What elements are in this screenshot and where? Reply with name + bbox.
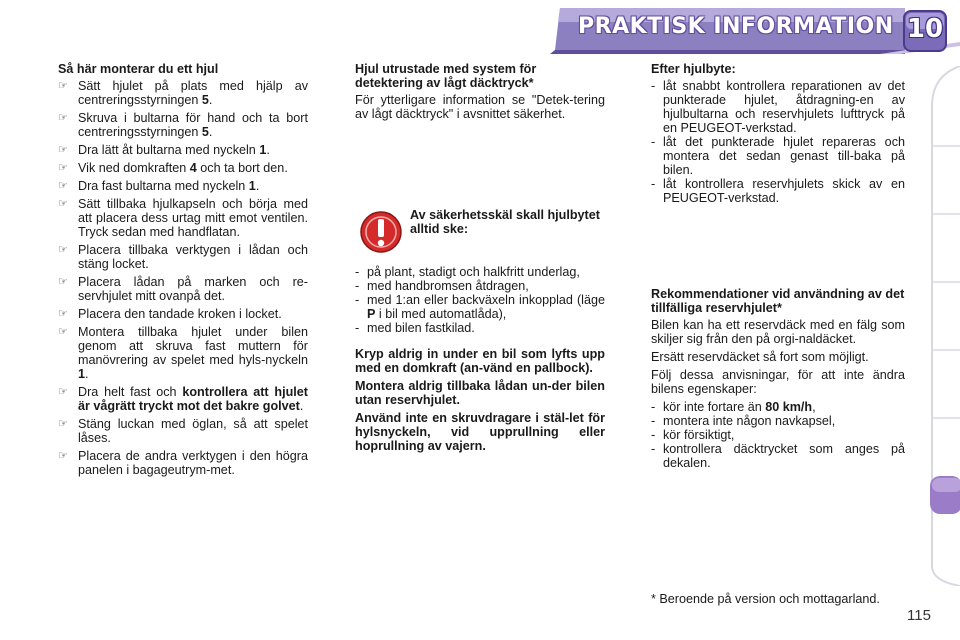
dash-marker: - [651, 135, 656, 149]
chapter-tabs[interactable] [926, 66, 960, 586]
safety-conditions-list [355, 265, 605, 335]
list-item [58, 417, 308, 445]
page-title: PRAKTISK INFORMATION [578, 14, 894, 39]
list-item [58, 179, 308, 193]
dash-marker: - [651, 414, 656, 428]
list-item [58, 79, 308, 107]
text: med handbromsen åtdragen, [367, 279, 529, 293]
text: låt snabbt kontrollera reparationen av det punkterade hjulet, åtdragning-en av hjulbultarna och reservhjulets lufttryck på en PEUGEOT-verkstad. [663, 79, 905, 135]
paragraph: Ersätt reservdäcket så fort som möjligt. [651, 350, 869, 364]
section-heading: Rekommendationer vid användning av det tillfälliga reservhjulet* [651, 287, 905, 315]
dash-marker: - [651, 400, 656, 414]
list-item [651, 428, 905, 442]
section-heading: Efter hjulbyte: [651, 62, 736, 76]
pointing-hand-icon: ☞ [58, 326, 68, 338]
list-item [651, 400, 905, 414]
list-item [58, 385, 308, 413]
list-item [58, 325, 308, 381]
text: låt det punkterade hjulet repareras och montera det sedan genast till-baka på bilen. [663, 135, 905, 177]
chapter-number: 10 [906, 14, 944, 44]
bold-text: kontrollera att hjulet är vågrätt tryckt mot det bakre golvet [78, 385, 308, 413]
dash-marker: - [355, 265, 360, 279]
list-item [58, 161, 308, 175]
warning-box [355, 208, 605, 258]
text: kontrollera däcktrycket som anges på dekalen. [663, 442, 905, 470]
text: Montera tillbaka hjulet under bilen genom att skruva fast muttern för manövrering av spelet med hyls-nyckeln [78, 325, 308, 367]
warning-paragraph: Använd inte en skruvdragare i stäl-let för hylsnyckeln, vid upprullning eller hoprullning av vajern. [355, 411, 605, 453]
text: Skruva i bultarna för hand och ta bort centreringsstyrningen [78, 111, 308, 139]
dash-marker: - [651, 177, 656, 191]
text: montera inte någon navkapsel, [663, 414, 836, 428]
bold-text: 1 [78, 367, 86, 381]
text: . [255, 179, 260, 193]
text: Dra helt fast och [78, 385, 183, 399]
dash-marker: - [651, 428, 656, 442]
footnote: * Beroende på version och mottagarland. [651, 592, 880, 606]
pointing-hand-icon: ☞ [58, 308, 68, 320]
page-number: 115 [907, 607, 931, 624]
list-item [58, 307, 308, 321]
text: i bil med automatlåda), [375, 307, 507, 321]
pointing-hand-icon: ☞ [58, 276, 68, 288]
dash-marker: - [355, 321, 360, 335]
paragraph: För ytterligare information se "Detek-tering av lågt däcktryck" i avsnittet säkerhet. [355, 93, 605, 121]
column-after-wheel-change [651, 62, 905, 205]
bold-text: 5 [201, 125, 209, 139]
list-item [58, 449, 308, 477]
text: med bilen fastkilad. [367, 321, 475, 335]
bold-text: 80 km/h [765, 400, 813, 414]
column-spare-wheel-recommendations [651, 287, 905, 470]
text: . [266, 143, 270, 157]
pointing-hand-icon: ☞ [58, 418, 68, 430]
text: Placera de andra verktygen i den högra panelen i bagageutrym-met. [78, 449, 308, 477]
pointing-hand-icon: ☞ [58, 450, 68, 462]
bold-text: 5 [201, 93, 209, 107]
pointing-hand-icon: ☞ [58, 144, 68, 156]
pointing-hand-icon: ☞ [58, 386, 68, 398]
list-item [58, 143, 308, 157]
list-item [651, 135, 905, 177]
column-wheel-mounting [58, 62, 308, 481]
column-pressure-detection [355, 62, 605, 125]
text: Vik ned domkraften [78, 161, 190, 175]
text: kör inte fortare än [663, 400, 766, 414]
safety-warnings [355, 347, 605, 453]
after-change-list [651, 79, 905, 205]
pointing-hand-icon: ☞ [58, 244, 68, 256]
text: Placera lådan på marken och re-servhjulet mitt ovanpå det. [78, 275, 308, 303]
dash-marker: - [651, 79, 656, 93]
bold-text: 1 [248, 179, 256, 193]
column-safety-rules [355, 265, 605, 457]
text: med 1:an eller backväxeln inkopplad (läge [367, 293, 605, 307]
bold-text: 1 [259, 143, 267, 157]
list-item [58, 275, 308, 303]
paragraph: Följ dessa anvisningar, för att inte ändra bilens egenskaper: [651, 368, 905, 396]
text: och ta bort den. [196, 161, 288, 175]
list-item [651, 414, 905, 428]
exclamation-warning-icon [359, 210, 403, 254]
warning-paragraph: Kryp aldrig in under en bil som lyfts upp med en domkraft (an-vänd en pallbock). [355, 347, 605, 375]
text: Placera den tandade kroken i locket. [78, 307, 282, 321]
mounting-steps-list [58, 79, 308, 477]
pointing-hand-icon: ☞ [58, 180, 68, 192]
text: . [85, 367, 89, 381]
list-item [355, 265, 605, 279]
text: på plant, stadigt och halkfritt underlag, [367, 265, 580, 279]
list-item [355, 279, 605, 293]
pointing-hand-icon: ☞ [58, 162, 68, 174]
text: Sätt hjulet på plats med hjälp av centreringsstyrningen [78, 79, 308, 107]
text: Stäng luckan med öglan, så att spelet låses. [78, 417, 308, 445]
list-item [651, 79, 905, 135]
text: , [812, 400, 816, 414]
bold-text: 4 [189, 161, 197, 175]
section-heading: Så här monterar du ett hjul [58, 62, 219, 76]
dash-marker: - [355, 293, 360, 307]
list-item [58, 197, 308, 239]
warning-paragraph: Montera aldrig tillbaka lådan un-der bilen utan reservhjulet. [355, 379, 605, 407]
text: låt kontrollera reservhjulets skick av en PEUGEOT-verkstad. [663, 177, 905, 205]
list-item [355, 293, 605, 321]
section-heading: Hjul utrustade med system för detektering av lågt däcktryck* [355, 62, 537, 90]
text: Dra fast bultarna med nyckeln [78, 179, 249, 193]
pointing-hand-icon: ☞ [58, 80, 68, 92]
text: Sätt tillbaka hjulkapseln och börja med att placera dess urtag mitt emot ventilen. Tryck sedan med handflatan. [78, 197, 308, 239]
spare-wheel-instructions-list [651, 400, 905, 470]
list-item [58, 111, 308, 139]
text: Placera tillbaka verktygen i lådan och stäng locket. [78, 243, 308, 271]
warning-title: Av säkerhetsskäl skall hjulbytet alltid ske: [410, 208, 600, 236]
text: Dra lätt åt bultarna med nyckeln [78, 143, 260, 157]
text: . [208, 93, 213, 107]
list-item [651, 177, 905, 205]
bold-text: P [367, 307, 376, 321]
paragraph: Bilen kan ha ett reservdäck med en fälg som skiljer sig från den på orgi-naldäcket. [651, 318, 905, 346]
list-item [58, 243, 308, 271]
text: . [208, 125, 213, 139]
text: kör försiktigt, [663, 428, 735, 442]
list-item [651, 442, 905, 470]
text: . [299, 399, 304, 413]
pointing-hand-icon: ☞ [58, 112, 68, 124]
dash-marker: - [355, 279, 360, 293]
pointing-hand-icon: ☞ [58, 198, 68, 210]
dash-marker: - [651, 442, 656, 456]
list-item [355, 321, 605, 335]
